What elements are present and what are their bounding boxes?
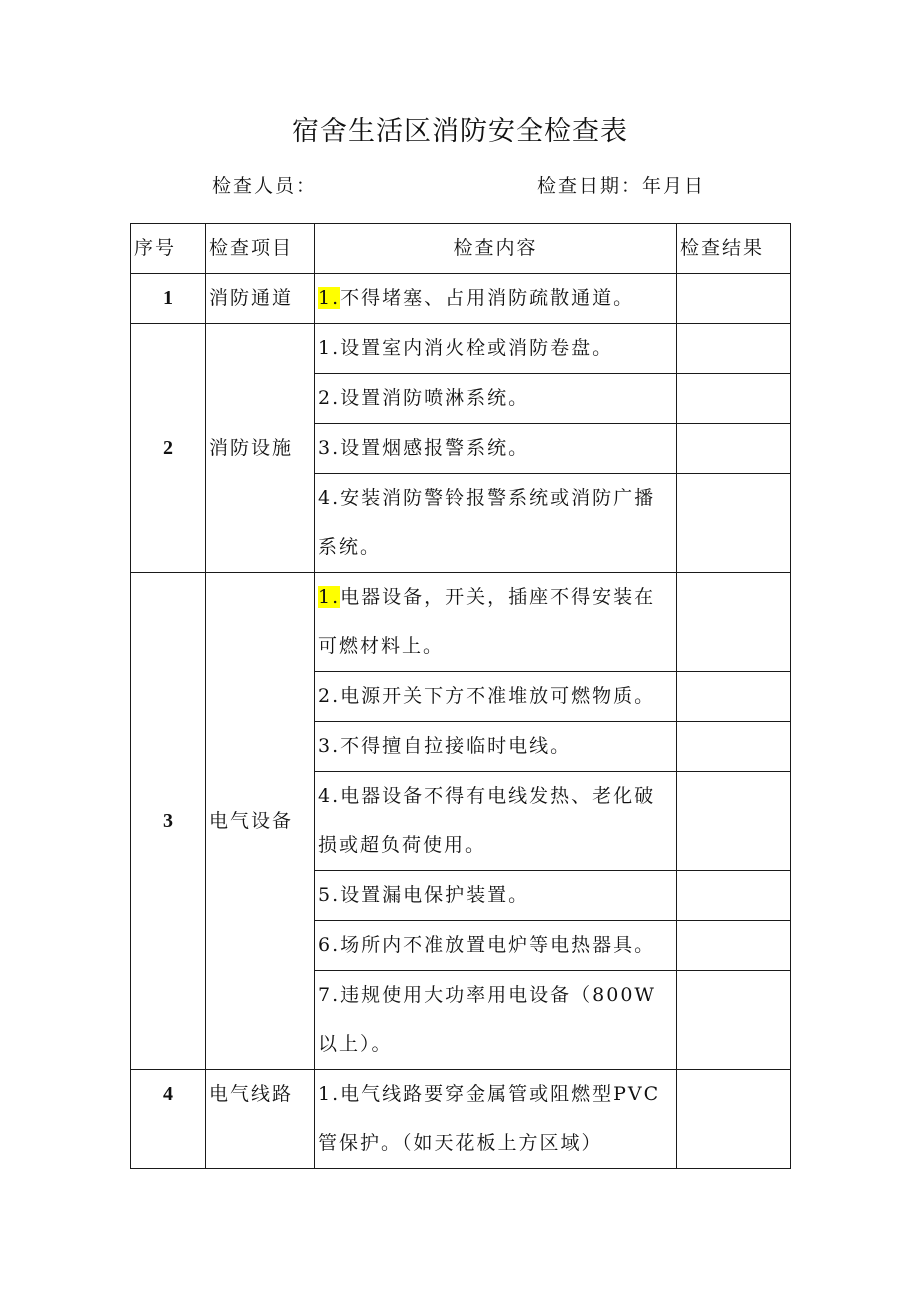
page-title: 宿舍生活区消防安全检查表 xyxy=(292,116,628,147)
item-prefix: 1. xyxy=(318,287,341,309)
check-content xyxy=(315,672,677,722)
item-text: 设置烟感报警系统。 xyxy=(340,437,530,459)
inspection-table xyxy=(130,223,791,1169)
item-text: 电源开关下方不准堆放可燃物质。 xyxy=(340,685,656,707)
item-text: 不得擅自拉接临时电线。 xyxy=(340,735,572,757)
section-number: 1 xyxy=(131,274,206,324)
item-prefix: 6. xyxy=(318,934,341,956)
item-text: 场所内不准放置电炉等电热器具。 xyxy=(340,934,656,956)
table-row xyxy=(131,573,791,672)
item-text: 不得堵塞、占用消防疏散通道。 xyxy=(340,287,635,309)
result-cell[interactable] xyxy=(677,573,791,672)
item-text: 违规使用大功率用电设备（800W以上）。 xyxy=(318,984,656,1055)
result-cell[interactable] xyxy=(677,324,791,374)
item-prefix: 3. xyxy=(318,735,341,757)
item-prefix: 4. xyxy=(318,487,341,509)
section-item: 电气线路 xyxy=(206,1070,315,1169)
header-seq: 序号 xyxy=(131,224,206,274)
check-content xyxy=(315,772,677,871)
result-cell[interactable] xyxy=(677,274,791,324)
item-prefix: 5. xyxy=(318,884,341,906)
check-content xyxy=(315,1070,677,1169)
check-content xyxy=(315,424,677,474)
item-text: 电器设备不得有电线发热、老化破损或超负荷使用。 xyxy=(318,785,656,856)
result-cell[interactable] xyxy=(677,921,791,971)
check-content xyxy=(315,971,677,1070)
header-content: 检查内容 xyxy=(315,224,677,274)
section-number: 2 xyxy=(131,324,206,573)
item-prefix: 1. xyxy=(318,1083,341,1105)
table-row xyxy=(131,274,791,324)
header-item: 检查项目 xyxy=(206,224,315,274)
item-prefix: 1. xyxy=(318,586,341,608)
date-label: 检查日期：年月日 xyxy=(537,175,706,197)
item-prefix: 2. xyxy=(318,387,341,409)
result-cell[interactable] xyxy=(677,424,791,474)
section-number: 4 xyxy=(131,1070,206,1169)
table-row xyxy=(131,324,791,374)
inspector-label: 检查人员： xyxy=(212,175,318,197)
section-number: 3 xyxy=(131,573,206,1070)
section-item: 电气设备 xyxy=(206,573,315,1070)
result-cell[interactable] xyxy=(677,772,791,871)
item-prefix: 2. xyxy=(318,685,341,707)
item-prefix: 4. xyxy=(318,785,341,807)
item-text: 设置漏电保护装置。 xyxy=(340,884,530,906)
item-prefix: 1. xyxy=(318,337,341,359)
result-cell[interactable] xyxy=(677,374,791,424)
header-row xyxy=(131,224,791,274)
table-row xyxy=(131,1070,791,1169)
check-content xyxy=(315,573,677,672)
check-content xyxy=(315,374,677,424)
item-text: 安装消防警铃报警系统或消防广播系统。 xyxy=(318,487,656,558)
item-text: 设置消防喷淋系统。 xyxy=(340,387,530,409)
result-cell[interactable] xyxy=(677,1070,791,1169)
check-content xyxy=(315,274,677,324)
check-content xyxy=(315,474,677,573)
result-cell[interactable] xyxy=(677,871,791,921)
item-text: 电器设备，开关，插座不得安装在可燃材料上。 xyxy=(318,586,656,657)
check-content xyxy=(315,871,677,921)
result-cell[interactable] xyxy=(677,474,791,573)
check-content xyxy=(315,921,677,971)
item-text: 设置室内消火栓或消防卷盘。 xyxy=(340,337,614,359)
item-prefix: 7. xyxy=(318,984,341,1006)
item-prefix: 3. xyxy=(318,437,341,459)
check-content xyxy=(315,324,677,374)
result-cell[interactable] xyxy=(677,672,791,722)
section-item: 消防通道 xyxy=(206,274,315,324)
item-text: 电气线路要穿金属管或阻燃型PVC管保护。（如天花板上方区域） xyxy=(318,1083,661,1154)
result-cell[interactable] xyxy=(677,971,791,1070)
check-content xyxy=(315,722,677,772)
result-cell[interactable] xyxy=(677,722,791,772)
header-result: 检查结果 xyxy=(677,224,791,274)
section-item: 消防设施 xyxy=(206,324,315,573)
